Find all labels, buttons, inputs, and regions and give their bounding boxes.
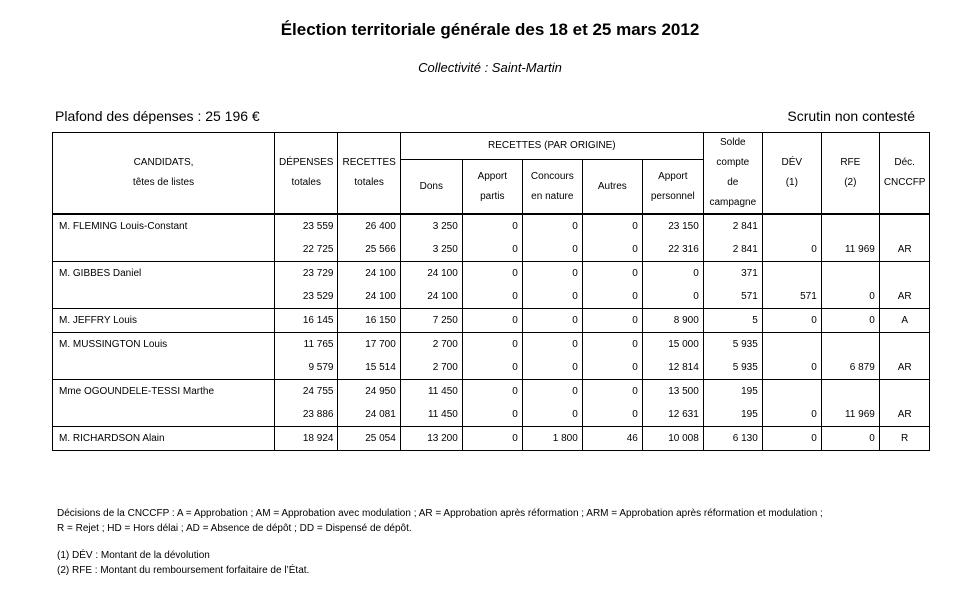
table-cell: 0: [821, 427, 879, 451]
table-cell: 16 145: [275, 309, 338, 333]
header-apport-personnel: Apport personnel: [642, 160, 703, 214]
table-cell: 22 316: [642, 238, 703, 262]
table-cell: 15 000: [642, 333, 703, 357]
table-cell: 24 100: [338, 285, 400, 309]
table-cell: 0: [462, 238, 522, 262]
table-row: [53, 380, 930, 404]
table-cell: 3 250: [400, 238, 462, 262]
table-cell: 0: [462, 333, 522, 357]
candidate-name: M. MUSSINGTON Louis: [53, 333, 275, 357]
table-cell: 2 700: [400, 356, 462, 380]
table-row: [53, 285, 930, 309]
table-cell: 25 566: [338, 238, 400, 262]
accounts-table: [52, 132, 930, 451]
header-candidats: CANDIDATS, têtes de listes: [53, 133, 275, 215]
page-subtitle: Collectivité : Saint-Martin: [418, 60, 562, 75]
header-recettes: RECETTES totales: [338, 133, 400, 215]
header-apport-partis: Apport partis: [462, 160, 522, 214]
table-cell: 9 579: [275, 356, 338, 380]
table-cell: 5: [703, 309, 762, 333]
table-cell: 25 054: [338, 427, 400, 451]
table-cell: 0: [462, 285, 522, 309]
header-rfe: RFE (2): [821, 133, 879, 215]
table-cell: 5 935: [703, 333, 762, 357]
table-cell: 23 529: [275, 285, 338, 309]
table-cell: 0: [522, 380, 582, 404]
table-cell: AR: [879, 285, 930, 309]
candidate-name: [53, 285, 275, 309]
table-cell: [762, 333, 821, 357]
table-cell: 24 950: [338, 380, 400, 404]
table-cell: 18 924: [275, 427, 338, 451]
table-cell: 0: [522, 356, 582, 380]
table-cell: [821, 214, 879, 238]
table-cell: 0: [762, 238, 821, 262]
table-cell: 12 631: [642, 403, 703, 427]
table-cell: 2 700: [400, 333, 462, 357]
table-cell: R: [879, 427, 930, 451]
header-solde: Solde compte de campagne: [703, 133, 762, 215]
table-cell: 46: [582, 427, 642, 451]
table-row: [53, 356, 930, 380]
candidate-name: [53, 356, 275, 380]
table-cell: 11 969: [821, 403, 879, 427]
table-cell: 0: [821, 285, 879, 309]
table-cell: [879, 333, 930, 357]
table-cell: 6 879: [821, 356, 879, 380]
candidate-name: M. RICHARDSON Alain: [53, 427, 275, 451]
header-decision: Déc. CNCCFP: [879, 133, 930, 215]
header-concours: Concours en nature: [522, 160, 582, 214]
table-cell: 0: [462, 427, 522, 451]
table-cell: 15 514: [338, 356, 400, 380]
candidate-name: [53, 403, 275, 427]
table-cell: 2 841: [703, 238, 762, 262]
table-cell: 0: [462, 403, 522, 427]
table-cell: 8 900: [642, 309, 703, 333]
table-cell: 23 729: [275, 262, 338, 286]
table-cell: [821, 333, 879, 357]
table-cell: 0: [582, 356, 642, 380]
table-cell: [879, 380, 930, 404]
table-cell: 13 200: [400, 427, 462, 451]
table-cell: 0: [522, 238, 582, 262]
table-cell: 0: [762, 403, 821, 427]
table-cell: 0: [821, 309, 879, 333]
table-cell: 0: [582, 238, 642, 262]
table-cell: 0: [582, 333, 642, 357]
table-cell: 571: [762, 285, 821, 309]
table-cell: [821, 262, 879, 286]
table-cell: 0: [582, 403, 642, 427]
table-cell: 17 700: [338, 333, 400, 357]
table-cell: 1 800: [522, 427, 582, 451]
table-cell: 0: [582, 285, 642, 309]
table-cell: 3 250: [400, 214, 462, 238]
table-cell: 24 081: [338, 403, 400, 427]
table-cell: [762, 380, 821, 404]
table-cell: [762, 262, 821, 286]
table-cell: 24 100: [338, 262, 400, 286]
table-cell: 0: [642, 262, 703, 286]
table-cell: AR: [879, 356, 930, 380]
table-cell: 0: [462, 309, 522, 333]
table-cell: 7 250: [400, 309, 462, 333]
table-cell: 571: [703, 285, 762, 309]
page-title: Élection territoriale générale des 18 et 25 mars 2012: [280, 20, 700, 39]
table-cell: [821, 380, 879, 404]
table-cell: 0: [582, 309, 642, 333]
table-cell: 0: [762, 427, 821, 451]
table-row: [53, 427, 930, 451]
table-cell: 0: [522, 262, 582, 286]
header-recettes-origine: RECETTES (PAR ORIGINE): [400, 133, 703, 160]
table-cell: 23 559: [275, 214, 338, 238]
table-cell: 371: [703, 262, 762, 286]
table-cell: 24 100: [400, 262, 462, 286]
table-cell: 0: [762, 309, 821, 333]
table-cell: [879, 214, 930, 238]
table-cell: 0: [762, 356, 821, 380]
table-cell: 24 100: [400, 285, 462, 309]
table-cell: 0: [462, 380, 522, 404]
table-cell: 195: [703, 403, 762, 427]
candidate-name: [53, 238, 275, 262]
table-cell: 0: [522, 403, 582, 427]
table-cell: 11 450: [400, 403, 462, 427]
table-cell: 0: [582, 262, 642, 286]
table-cell: 0: [522, 214, 582, 238]
table-cell: 6 130: [703, 427, 762, 451]
table-cell: 2 841: [703, 214, 762, 238]
table-row: [53, 238, 930, 262]
table-cell: A: [879, 309, 930, 333]
spending-cap: Plafond des dépenses : 25 196 €: [55, 108, 260, 124]
table-cell: 0: [582, 380, 642, 404]
table-cell: 0: [522, 285, 582, 309]
table-cell: 11 765: [275, 333, 338, 357]
table-cell: 195: [703, 380, 762, 404]
table-cell: 10 008: [642, 427, 703, 451]
table-cell: 0: [522, 333, 582, 357]
table-cell: AR: [879, 403, 930, 427]
table-cell: AR: [879, 238, 930, 262]
table-row: [53, 309, 930, 333]
table-cell: 24 755: [275, 380, 338, 404]
table-cell: 23 150: [642, 214, 703, 238]
header-dev: DÉV (1): [762, 133, 821, 215]
header-depenses: DÉPENSES totales: [275, 133, 338, 215]
table-cell: 12 814: [642, 356, 703, 380]
table-cell: 0: [462, 214, 522, 238]
table-cell: 22 725: [275, 238, 338, 262]
table-cell: 0: [522, 309, 582, 333]
candidate-name: M. FLEMING Louis-Constant: [53, 214, 275, 238]
table-cell: 11 969: [821, 238, 879, 262]
table-cell: [879, 262, 930, 286]
table-cell: 0: [582, 214, 642, 238]
table-cell: 0: [462, 262, 522, 286]
table-row: [53, 403, 930, 427]
table-cell: 5 935: [703, 356, 762, 380]
decisions-legend: Décisions de la CNCCFP : A = Approbation ; AM = Approbation avec modulation ; AR = Approbation après réformation ; ARM = Approbation après réformation et modulation ; R = Rejet ; HD = Hors délai ; AD = Absence de dépôt ; DD = Dispensé de dépôt.: [57, 508, 823, 534]
candidate-name: Mme OGOUNDELE-TESSI Marthe: [53, 380, 275, 404]
table-cell: 23 886: [275, 403, 338, 427]
table-row: [53, 262, 930, 286]
candidate-name: M. GIBBES Daniel: [53, 262, 275, 286]
header-dons: Dons: [400, 160, 462, 214]
table-row: [53, 333, 930, 357]
header-autres: Autres: [582, 160, 642, 214]
table-cell: 0: [642, 285, 703, 309]
table-row: [53, 214, 930, 238]
table-cell: 16 150: [338, 309, 400, 333]
table-cell: 26 400: [338, 214, 400, 238]
table-cell: [762, 214, 821, 238]
election-status: Scrutin non contesté: [787, 108, 915, 124]
candidate-name: M. JEFFRY Louis: [53, 309, 275, 333]
table-cell: 0: [462, 356, 522, 380]
footnotes: (1) DÉV : Montant de la dévolution (2) RFE : Montant du remboursement forfaitaire de l’État.: [57, 550, 310, 576]
table-cell: 13 500: [642, 380, 703, 404]
table-cell: 11 450: [400, 380, 462, 404]
